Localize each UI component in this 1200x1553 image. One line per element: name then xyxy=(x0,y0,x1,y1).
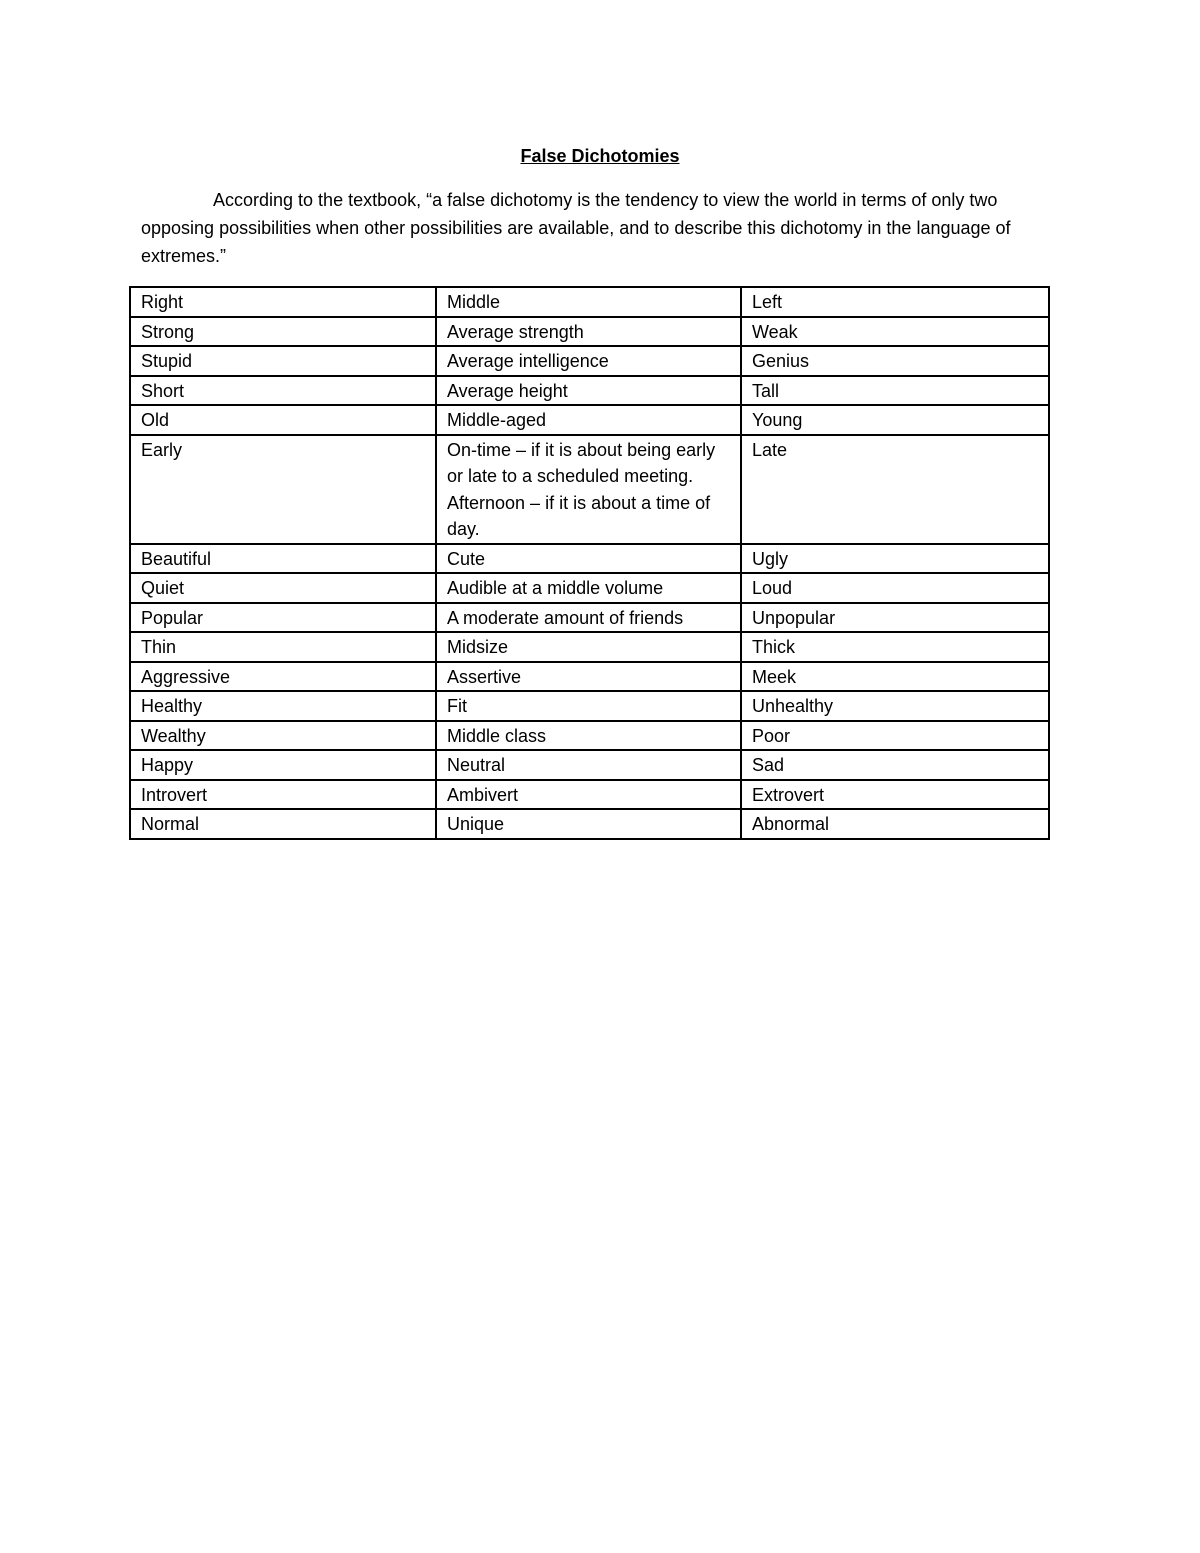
cell-text: Abnormal xyxy=(752,814,830,834)
table-row xyxy=(130,662,1049,692)
table-cell-middle-term xyxy=(436,750,741,780)
table-cell-middle-term xyxy=(436,809,741,839)
cell-text: Ugly xyxy=(752,548,789,569)
cell-text: Thick xyxy=(752,637,796,657)
table-row xyxy=(130,376,1049,406)
cell-text: Left xyxy=(752,292,783,312)
cell-text: Stupid xyxy=(141,351,193,371)
table-cell-left-term xyxy=(130,632,436,662)
cell-text: Fit xyxy=(447,696,467,716)
table-cell-middle-term xyxy=(436,780,741,810)
table-cell-left-term xyxy=(130,809,436,839)
table-cell-left-term xyxy=(130,691,436,721)
cell-text: Beautiful xyxy=(141,548,212,569)
table-cell-middle-term xyxy=(436,376,741,406)
cell-text: Strong xyxy=(141,321,195,342)
table-cell-right-term xyxy=(741,544,1049,574)
table-cell-left-term xyxy=(130,287,436,317)
table-row xyxy=(130,809,1049,839)
cell-text: Short xyxy=(141,380,185,401)
table-cell-right-term xyxy=(741,809,1049,839)
table-cell-right-term xyxy=(741,780,1049,810)
table-cell-left-term xyxy=(130,544,436,574)
cell-text: Average intelligence xyxy=(447,351,609,371)
table-cell-left-term xyxy=(130,573,436,603)
table-row xyxy=(130,573,1049,603)
cell-text: Average strength xyxy=(447,321,584,342)
table-cell-right-term xyxy=(741,317,1049,347)
table-row xyxy=(130,603,1049,633)
table-cell-right-term xyxy=(741,721,1049,751)
table-cell-middle-term xyxy=(436,632,741,662)
table-cell-left-term xyxy=(130,721,436,751)
table-row xyxy=(130,405,1049,435)
intro-paragraph: According to the textbook, “a false dichotomy is the tendency to view the world in terms of only two opposing possibilities when other possibilities are available, and to describe this dichotomy in the language of extremes.” xyxy=(141,190,1011,266)
cell-text: Genius xyxy=(752,351,810,371)
table-cell-right-term xyxy=(741,346,1049,376)
table-cell-middle-term xyxy=(436,721,741,751)
cell-text: Normal xyxy=(141,814,200,834)
table-cell-middle-term xyxy=(436,662,741,692)
table-cell-middle-term xyxy=(436,405,741,435)
table-cell-right-term xyxy=(741,691,1049,721)
cell-text: Popular xyxy=(141,607,204,628)
table-row xyxy=(130,435,1049,544)
table-cell-middle-term xyxy=(436,603,741,633)
table-cell-middle-term xyxy=(436,691,741,721)
table-body xyxy=(130,287,1049,839)
cell-text: Middle class xyxy=(447,725,547,746)
table-cell-right-term xyxy=(741,750,1049,780)
cell-text: Early xyxy=(141,439,183,460)
cell-text: Weak xyxy=(752,321,798,342)
cell-text: Unhealthy xyxy=(752,696,834,716)
cell-text: Healthy xyxy=(141,696,203,716)
cell-text: Aggressive xyxy=(141,666,231,687)
table-cell-right-term xyxy=(741,632,1049,662)
dichotomy-table xyxy=(129,286,1050,840)
table-cell-left-term xyxy=(130,603,436,633)
cell-text: Young xyxy=(752,410,803,430)
table-cell-middle-term xyxy=(436,346,741,376)
cell-text: Midsize xyxy=(447,637,509,657)
cell-text: Thin xyxy=(141,637,177,657)
table-cell-right-term xyxy=(741,435,1049,544)
table-row xyxy=(130,750,1049,780)
cell-text: Loud xyxy=(752,578,793,598)
cell-text: Assertive xyxy=(447,666,522,687)
table-cell-right-term xyxy=(741,405,1049,435)
cell-text: Quiet xyxy=(141,578,185,598)
table-cell-left-term xyxy=(130,435,436,544)
cell-text: Sad xyxy=(752,755,785,775)
table-cell-left-term xyxy=(130,662,436,692)
cell-text: Ambivert xyxy=(447,784,519,805)
table-cell-left-term xyxy=(130,405,436,435)
table-cell-left-term xyxy=(130,780,436,810)
table-cell-middle-term xyxy=(436,435,741,544)
table-row xyxy=(130,346,1049,376)
document-title: False Dichotomies xyxy=(520,146,680,166)
table-cell-middle-term xyxy=(436,317,741,347)
table-cell-right-term xyxy=(741,603,1049,633)
table-row xyxy=(130,317,1049,347)
cell-text: Average height xyxy=(447,380,568,401)
table-cell-left-term xyxy=(130,376,436,406)
cell-text: On-time – if it is about being early or late to a scheduled meeting. xyxy=(447,439,716,486)
cell-text: Old xyxy=(141,410,170,430)
cell-text: Meek xyxy=(752,666,797,687)
table-row xyxy=(130,691,1049,721)
cell-text: Afternoon – if it is about a time of day. xyxy=(447,492,711,539)
table-row xyxy=(130,632,1049,662)
table-cell-right-term xyxy=(741,287,1049,317)
table-cell-left-term xyxy=(130,750,436,780)
cell-text: Unique xyxy=(447,814,505,834)
cell-text: Tall xyxy=(752,380,780,401)
table-cell-right-term xyxy=(741,662,1049,692)
cell-text: Poor xyxy=(752,725,791,746)
table-cell-left-term xyxy=(130,317,436,347)
cell-text: Middle-aged xyxy=(447,410,547,430)
table-row xyxy=(130,544,1049,574)
table-cell-right-term xyxy=(741,573,1049,603)
table-cell-middle-term xyxy=(436,573,741,603)
table-row xyxy=(130,721,1049,751)
table-row xyxy=(130,780,1049,810)
cell-text: Right xyxy=(141,292,184,312)
cell-text: Neutral xyxy=(447,755,506,775)
cell-text: Extrovert xyxy=(752,784,825,805)
table-cell-middle-term xyxy=(436,544,741,574)
cell-text: Middle xyxy=(447,292,501,312)
cell-text: Audible at a middle volume xyxy=(447,578,664,598)
cell-text: Unpopular xyxy=(752,607,836,628)
cell-text: Happy xyxy=(141,755,194,775)
cell-text: Wealthy xyxy=(141,725,206,746)
table-cell-right-term xyxy=(741,376,1049,406)
cell-text: Late xyxy=(752,439,788,460)
table-cell-middle-term xyxy=(436,287,741,317)
cell-text: A moderate amount of friends xyxy=(447,607,684,628)
table-row xyxy=(130,287,1049,317)
table-cell-left-term xyxy=(130,346,436,376)
cell-text: Cute xyxy=(447,548,486,569)
cell-text: Introvert xyxy=(141,784,208,805)
